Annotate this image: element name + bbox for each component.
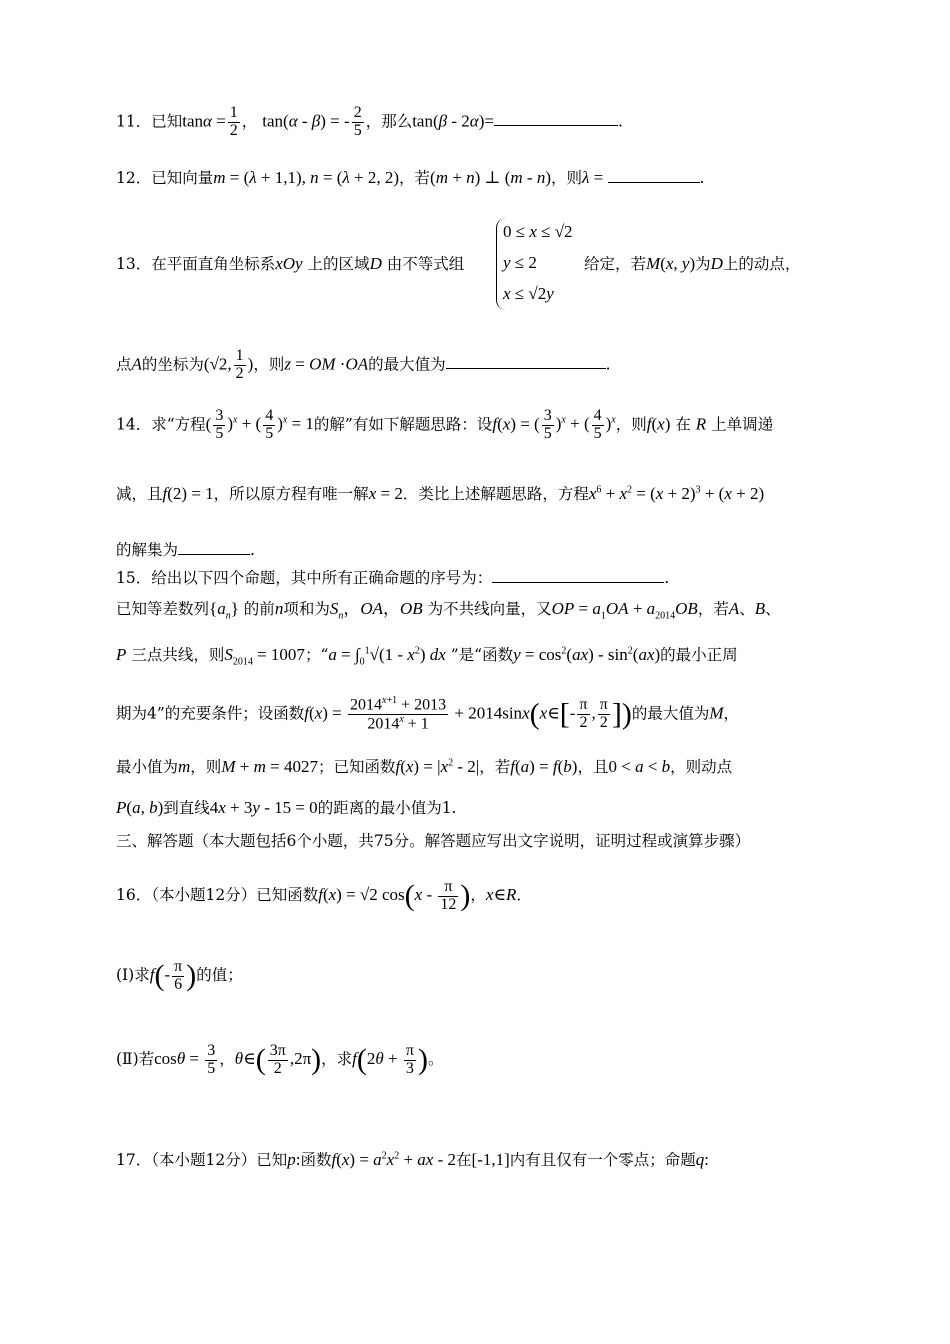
answer-blank[interactable] (494, 111, 618, 126)
question-16: 16．（本小题12分）已知函数f(x) = √2 cos(x - $\frac{\pi}{12}$ )，x∈R． (116, 877, 532, 913)
question-15-line6: P(a, b)到直线4x + 3y - 15 = 0的距离的最小值为1. (116, 798, 457, 817)
question-12: 12．已知向量m = (λ + 1,1), n = (λ + 2, 2)，若(m + n) ⊥ (m - n)，则λ = . (116, 168, 705, 187)
question-13-line2: 点A的坐标为(√2, $\frac{1}{2}$ )，则z = OM ·OA的最大值为 . (116, 347, 611, 382)
question-15-line4: 期为4”的充要条件；设函数f(x) = $\frac{2014^{x+1} + 2013}{2014^x + 1}$ + 2014sinx(x∈[- $\frac{\pi}{2}$ , $\frac{\pi}{2}$ ])的最大值为M， (116, 695, 740, 733)
answer-blank[interactable] (608, 168, 700, 183)
question-17: 17．（本小题12分）已知p:函数$f(x) = a^2x^2$ + ax - 2在[-1,1]内有且仅有一个零点；命题q: (116, 1150, 710, 1169)
question-13: 13．在平面直角坐标系xOy 上的区域D 由不等式组 (116, 254, 465, 273)
answer-blank[interactable] (446, 354, 606, 369)
question-14-line2: 减，且f(2) = 1，所以原方程有唯一解x = 2．类比上述解题思路，方程$x^6 + x^2 = (x + 2)^3 + (x + 2)$ (116, 484, 765, 503)
question-13-cont: 给定，若M(x, y)为D上的动点， (584, 254, 801, 273)
inequality-system: 0 ≤ x ≤ √2 y ≤ 2 x ≤ √2y (496, 218, 597, 310)
question-14-line3: 的解集为 . (116, 541, 255, 559)
question-15-line2: 已知等差数列$\{a_n\}$ 的前n项和为$S_n$，OA，OB 为不共线向量，又OP = $a_1OA + a_{2014}OB$，若A、B、 (116, 599, 781, 622)
question-15: 15．给出以下四个命题，其中所有正确命题的序号为： . (116, 569, 670, 587)
question-11: 11．已知tanα = $\frac{1}{2}$ ， tan(α - β) = - $\frac{2}{5}$ ，那么tan(β - 2α)= . (116, 104, 623, 139)
answer-blank[interactable] (178, 540, 250, 555)
question-15-line3: P 三点共线，则$S_{2014} = 1007$；“$a = \int_0^1√(1 - x^2)$ dx ”是“函数$y = \cos^2(ax) - \sin^2(ax)$的最小正周 (116, 645, 738, 668)
question-15-line5: 最小值为m，则M + m = 4027；已知函数$f(x) = |x^2 - 2|$，若f(a) = f(b)，且0 < a < b，则动点 (116, 757, 733, 776)
question-16-part2: (Ⅱ)若cosθ = $\frac{3}{5}$ ，θ∈( $\frac{3\pi}{2}$ ,2π)，求f(2θ + $\frac{\pi}{3}$ )。 (116, 1041, 444, 1077)
answer-blank[interactable] (492, 568, 664, 583)
question-14: 14．求“方程( $\frac{3}{5}$ )$^x$ + ( $\frac{4}{5}$ )$^x$ = 1的解”有如下解题思路：设f(x) = ( $\frac{3}{5}$ )$^x$ + ( $\frac{4}{5}$ )$^x$，则f(x) 在 R 上单调递 (116, 407, 774, 442)
section-3-heading: 三、解答题（本大题包括6个小题，共75分。解答题应写出文字说明，证明过程或演算步骤） (116, 832, 751, 850)
question-16-part1: (Ⅰ)求f(- $\frac{\pi}{6}$ )的值； (116, 957, 243, 993)
